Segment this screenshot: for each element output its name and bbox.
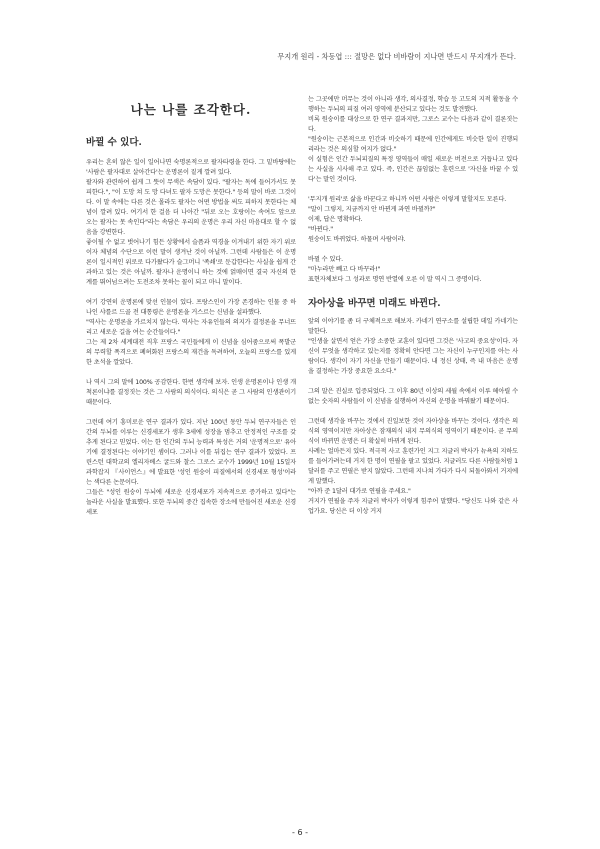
paragraph: 이제, 답은 명확하다. bbox=[308, 216, 363, 223]
paragraph: 사례는 얼마든지 있다. 적극적 사고 훈련가인 지그 지글러 박사가 뉴욕의 지하도를 들어가려는데 거지 한 명이 연필을 팔고 있었다. 지글러도 다른 사람들처럼 1달러를 주고 연필은 받지 않았다. 그런데 지나쳐 가다가 다시 되돌아와서 거지에게 말했다. bbox=[308, 448, 518, 485]
quote: "말이 그렇지, 지금까지 안 바뀐게 과연 바뀔까?" bbox=[308, 206, 436, 213]
paragraph: 나 역시 그의 말에 100% 공감한다. 한번 생각해 보자. 인생 운명론이나 인생 개척론이냐를 결정짓는 것은 그 사람의 의식이다. 의식은 곧 그 사람의 인생관이기 때문이다. bbox=[86, 379, 296, 406]
quote: "아까 준 1달러 대가로 연필을 주세요." bbox=[308, 488, 411, 495]
paragraph: 그의 말은 진실로 입증되었다. 그 이후 80년 이상의 세월 속에서 이루 헤아릴 수 없는 숫자의 사람들이 이 신념을 실행하여 자신의 운명을 바꿔왔기 때문이다. bbox=[308, 388, 518, 405]
section-title: 자아상을 바꾸면 미래도 바뀐다. bbox=[308, 298, 441, 309]
page-number: - 6 - bbox=[292, 828, 308, 837]
left-column bbox=[86, 95, 296, 518]
chapter-title: 나는 나를 조각한다. bbox=[130, 102, 252, 117]
paragraph: 그런데 여기 흥미로운 연구 결과가 있다. 지난 100년 동안 두뇌 연구자들은 인간의 두뇌를 이루는 신경세포가 생후 3세에 성장을 멈추고 안정적인 구조를 갖추게 된다고 믿었다. 이는 한 인간의 두뇌 능력과 특성은 거의 '운명적으로' 유아기에 결정된다는 이야기인 셈이다. 그러나 이를 뒤집는 연구 결과가 있었다. 프린스턴 대학교의 엘리자베스 굴드와 찰스 그로스 교수가 1999년 10월 15일자 과학잡지 『사이언스』에 발표한 '성인 원숭이 피질에서의 신경세포 형성'이라는 색다른 논문이다. bbox=[86, 419, 296, 486]
paragraph: 이 실험은 인간 두뇌피질의 특정 영역들이 매일 새로운 버전으로 거듭나고 있다는 사실을 시사해 주고 있다. 즉, 인간은 끊임없는 훈련으로 '자신을 바꿀 수 있다'는 말인 것이다. bbox=[308, 156, 518, 183]
quote: "바뀐다." bbox=[308, 226, 333, 233]
quote: "마누라만 빼고 다 바꾸라!" bbox=[308, 266, 381, 273]
paragraph: 바뀔 수 있다. bbox=[308, 256, 343, 263]
paragraph: 그는 제 2차 세계대전 직후 프랑스 국민들에게 이 신념을 심어줌으로써 폭발군의 무력할 폭격으로 폐허화된 프랑스의 재건을 독려하여, 오늘의 프랑스를 있게 한 초석을 깔았다. bbox=[86, 339, 296, 366]
running-header: 무지개 원리 - 차동엽 ::: 절망은 없다 비바람이 지나면 반드시 무지개가 뜬다. bbox=[277, 52, 516, 61]
quote: "인생을 살면서 얻은 가장 소중한 교훈이 있다면 그것은 '사고의 중요성'이다. 자신이 무엇을 생각하고 있는지를 정확히 안다면 그는 자신이 누구인지를 아는 사람이다. 생각이 자기 자신을 만들기 때문이다. 내 정신 상태, 즉 내 마음은 운명을 결정하는 가장 중요한 요소다." bbox=[308, 338, 518, 375]
quote: "원숭이는 근본적으로 인간과 비슷하기 때문에 인간에게도 비슷한 일이 진행되리라는 것은 의심할 여지가 없다." bbox=[308, 136, 518, 153]
paragraph: 팔자와 관련하여 쉽게 그 뜻이 무색은 속담이 있다. "팔자는 독에 들어가서도 못 피한다.", "이 도망 쳐 도 망 다녀도 팔자 도망은 못한다." 등의 말이 바로 그것이다. 이 말 속에는 다른 것은 몰라도 팔자는 어떤 방법을 써도 피하지 못한다는 체념이 깔려 있다. 여기서 한 걸음 더 나아간 "뒤로 오는 호랑이는 속여도 앞으로 오는 팔자는 못 속인다"라는 속담은 우리의 운명은 우리 자신 마음대로 할 수 없음을 강변한다. bbox=[86, 179, 296, 236]
paragraph: 그들은 "성인 원숭이 두뇌에 새로운 신경세포가 지속적으로 증가하고 있다"는 놀라운 사실을 발표했다. 또한 두뇌의 중간 집속한 장소에 만들어진 새로운 신경세포 bbox=[86, 489, 296, 516]
paragraph: 좋이될 수 없고 벗어나기 힘든 상황에서 슬픔과 역경을 이겨내기 위한 자기 위로이자 체념의 수단으로 이런 말이 생겨난 것이 아닐까. 그런데 사람들은 이 운명론이 일시적인 위로로 다가왔다가 슬그머니 '족쇄'로 둔갑한다는 사실을 쉽게 간과하고 있는 것은 아닐까. 팔자나 운명이니 하는 것에 얽매이면 결국 자신의 한계를 뛰어넘으려는 도전조차 못하는 꼴이 되고 마니 말이다. bbox=[86, 239, 296, 286]
quote: "역사는 운명론을 가르치지 않는다. 역사는 자유인들의 의지가 결정론을 무너뜨리고 새로운 길을 여는 순간들이다." bbox=[86, 319, 296, 336]
paragraph: 거지가 연필을 주자 지글러 박사가 이렇게 힘주어 말했다. "당신도 나와 같은 사업가요. 당신은 더 이상 거지 bbox=[308, 498, 518, 515]
paragraph: 는 그곳에만 머무는 것이 아니라 생각, 의사결정, 학습 등 고도의 지적 활동을 수행하는 두뇌의 피질 여러 영역에 분산되고 있다는 것도 발견했다. bbox=[308, 96, 518, 113]
paragraph: 여기 강연히 운명론에 맞선 인물이 있다. 프랑스인이 가장 존경하는 인물 중 하나인 샤를르 드골 전 대통령은 운명론을 거스르는 신념을 설파했다. bbox=[86, 299, 296, 316]
paragraph: 표현자체보다 그 성과로 명연 반열에 오른 이 말 역시 그 증명이다. bbox=[308, 276, 482, 283]
paragraph: '무지개 원리'로 삶을 바꾼다고 하니까 어떤 사람은 이렇게 말할지도 모른다. bbox=[308, 196, 507, 203]
paragraph: 그런데 생각을 바꾸는 것에서 진일보한 것이 자아상을 바꾸는 것이다. 생각은 의식의 영역이지만 자아상은 잠재의식 내지 무의식의 영역이기 때문이다. 곧 무의식이 바뀌면 운명은 더 확실히 바뀌게 된다. bbox=[308, 418, 518, 445]
paragraph: 앞의 이야기를 좀 더 구체적으로 해보자. 카네기 연구소를 설립한 데일 카네기는 말한다. bbox=[308, 318, 518, 335]
paragraph: 비록 원숭이를 대상으로 한 연구 결과지만, 그로스 교수는 다음과 같이 결론짓는다. bbox=[308, 116, 518, 133]
paragraph: 우리는 흔히 않은 일이 일어나면 숙명론적으로 팔자타령을 한다. 그 밑바탕에는 '사람은 팔자대로 살아간다'는 운명론이 짙게 깔려 있다. bbox=[86, 159, 296, 176]
right-column bbox=[308, 95, 518, 517]
paragraph: 원숭이도 바뀌었다. 하물며 사람이랴. bbox=[308, 236, 406, 243]
section-title: 바뀔 수 있다. bbox=[86, 137, 142, 148]
